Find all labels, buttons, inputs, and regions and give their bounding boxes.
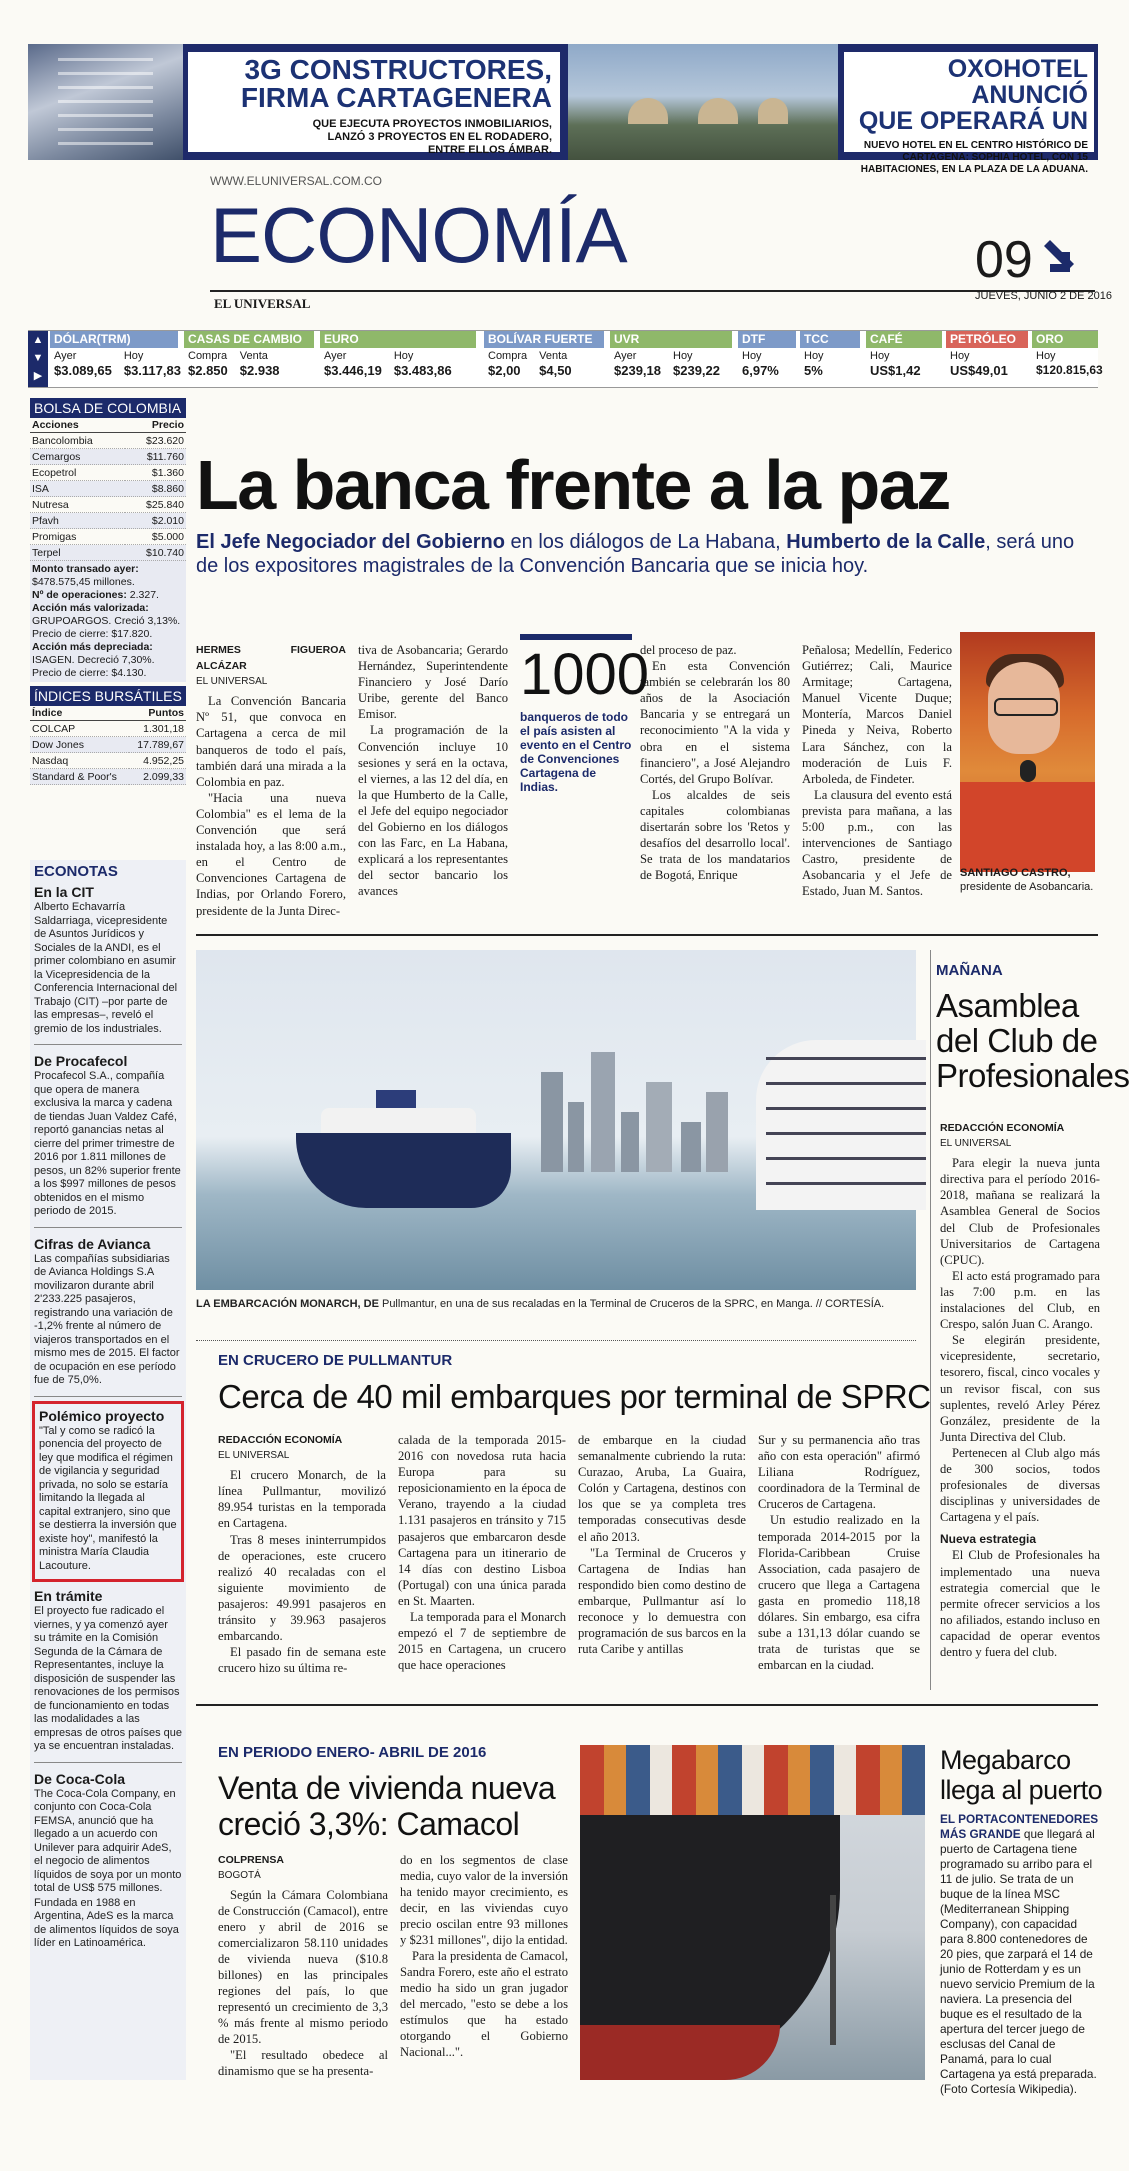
- table-row: [30, 433, 186, 449]
- housing-headline[interactable]: Venta de vivienda nueva creció 3,3%: Camacol: [218, 1770, 556, 1842]
- cruise-photo-caption: [196, 1298, 916, 1310]
- article-paragraph: El acto está programado para las 7:00 p.m. en las instalaciones del Club, en Crespo, salón Juan C. Arango.: [940, 1268, 1100, 1332]
- table-row: [30, 481, 186, 497]
- ticker-value: US$49,01: [950, 363, 1008, 378]
- ticker-col-label: Ayer: [614, 350, 637, 362]
- market-ticker: [28, 330, 1103, 388]
- econota-heading: Cifras de Avianca: [34, 1235, 151, 1252]
- top-banner: [28, 44, 1098, 175]
- ticker-tcc: [800, 331, 860, 387]
- ticker-col-label: Hoy: [870, 350, 890, 362]
- article-paragraph: calada de la temporada 2015-2016 con novedosa ruta hacia Europa para su reposicionamiento en la época de Verano, trayendo a la ciudad 1.131 pasajeros en tránsito y 715 pasajeros que embarcaron desde Cartagena para un itinerario de 14 días con destino Lisboa (Portugal) con una única parada en St. Maarten.: [398, 1433, 566, 1608]
- caption-lead: LA EMBARCACIÓN MONARCH, DE: [196, 1298, 379, 1310]
- photo-caption: [960, 866, 1100, 894]
- masthead-brand: EL UNIVERSAL: [214, 296, 311, 311]
- market-summary-value: Precio de cierre: $17.820.: [32, 628, 153, 640]
- ticker-dtf: [738, 331, 796, 387]
- article-paragraph: Pertenecen al Club algo más de 300 socios, todos profesionales de diversas disciplinas y universidades de Cartagena y el país.: [940, 1445, 1100, 1525]
- table-row: [30, 753, 186, 769]
- article-paragraph: Para la presidenta de Camacol, Sandra Forero, este año el estrato medio ha sido un gran jugador del mercado, "esto se debe a los estímulos que ha estado otorgando el Gobierno Nacional...".: [400, 1949, 568, 2059]
- index-value: 1.301,18: [129, 721, 186, 737]
- main-deck: [196, 530, 1076, 578]
- ticker-label: CAFÉ: [866, 331, 942, 348]
- stock-price: $5.000: [125, 529, 186, 545]
- econota-text: Fundada en 1988 en Argentina, AdeS es la marca de alimentos líquidos de soya líder en Latinoamérica.: [34, 1896, 179, 1949]
- article-paragraph: "El resultado obedece al dinamismo que se ha presenta-: [218, 2048, 388, 2078]
- section-title: ECONOMÍA: [210, 191, 627, 279]
- page-number: 09: [975, 231, 1033, 289]
- arrow-down-icon: ▼: [32, 352, 44, 364]
- econota-text: Alberto Echavarría Saldarriaga, vicepresidente de Asuntos Jurídicos y Sociales de la ANDI, es el primer colombiano en asumir la Vicepresidencia de la Conferencia Internacional del Trabajo (CIT) –por parte de las empresas–, reveló el gremio de los industriales.: [34, 901, 178, 1035]
- stock-name: Promigas: [30, 529, 125, 545]
- article-paragraph: Los alcaldes de seis capitales colombianas disertarán sobre los 'Retos y desafíos del desarrollo local'. Se trata de los mandatarios de Bogotá, Enrique: [640, 787, 790, 883]
- table-row: [30, 545, 186, 561]
- article-paragraph: La temporada para el Monarch empezó el 7 de septiembre de 2015 en Cartagena, un crucero que hace operaciones: [398, 1610, 566, 1673]
- stock-name: Nutresa: [30, 497, 125, 513]
- ticker-value: $3.117,83: [123, 363, 181, 378]
- econotas-title: ECONOTAS: [34, 863, 118, 880]
- indices-panel-title: ÍNDICES BURSÁTILES: [30, 686, 186, 706]
- banner-left-sub-1: QUE EJECUTA PROYECTOS INMOBILIARIOS,: [312, 118, 552, 130]
- econota-heading: De Procafecol: [34, 1053, 128, 1069]
- econota-text: The Coca-Cola Company, en conjunto con Coca-Cola FEMSA, anunció que ha llegado a un acuerdo con Unilever para adquirir AdeS, el negocio de alimentos líquidos de soya por un monto total de US$ 575 millones.: [34, 1787, 182, 1894]
- stock-price: $2.010: [125, 513, 186, 529]
- ticker-col-label: Venta: [239, 350, 268, 362]
- article-paragraph: del proceso de paz.: [640, 643, 737, 657]
- stocks-panel: [30, 398, 186, 785]
- article-paragraph: Sur y su permanencia año tras año con esta operación" afirmó Liliana Rodríguez, coordinadora de la Terminal de Cruceros de Cartagena.: [758, 1433, 920, 1512]
- article-paragraph: do en los segmentos de clase media, cuyo valor de la inversión ha tenido mayor crecimiento, es decir, en las viviendas cuyo precio oscilan entre 93 millones y $231 millones", dijo la entidad.: [400, 1853, 568, 1947]
- byline-sub: EL UNIVERSAL: [196, 676, 268, 688]
- article-paragraph: Según la Cámara Colombiana de Construcción (Camacol), entre enero y abril de 2016 se comercializaron 58.110 unidades de vivienda nueva ($10.8 billones) en las principales regiones del país, lo que representó un crecimiento de 3,3 % más frente al mismo periodo de 2015.: [218, 1888, 388, 2046]
- banner-right-teaser[interactable]: [844, 52, 1094, 175]
- ticker-label: TCC: [800, 331, 860, 348]
- index-name: Standard & Poor's: [30, 769, 129, 785]
- article-column: [400, 1852, 568, 2060]
- banner-right-sub-3: HABITACIONES, EN LA PLAZA DE LA ADUANA.: [860, 164, 1088, 175]
- ticker-euro: [320, 331, 476, 387]
- ticker-oro: [1032, 331, 1103, 387]
- byline: HERMES FIGUEROA ALCÁZAR: [196, 644, 346, 673]
- stocks-panel-title: BOLSA DE COLOMBIA: [30, 398, 186, 418]
- econota-heading: En trámite: [34, 1588, 103, 1604]
- article-column: [218, 1432, 386, 1676]
- deck-text: en los diálogos de La Habana,: [504, 531, 787, 553]
- stock-price: $11.760: [125, 449, 186, 465]
- index-value: 4.952,25: [129, 753, 186, 769]
- ticker-label: DÓLAR(TRM): [50, 331, 178, 348]
- article-column: [758, 1432, 920, 1673]
- cruise-headline[interactable]: Cerca de 40 mil embarques por terminal de SPRC: [218, 1378, 931, 1415]
- ticker-cafe: [866, 331, 942, 387]
- market-summary-value: $478.575,45 millones.: [32, 576, 135, 588]
- article-paragraph: Se elegirán presidente, vicepresidente, secretario, tesorero, fiscal, cinco vocales y un revisor fiscal, con sus suplentes, reveló Arley Pérez González, presidente de la Junta Directiva del Club.: [940, 1333, 1100, 1444]
- table-row: [30, 529, 186, 545]
- stock-price: $8.860: [125, 481, 186, 497]
- market-summary-value: GRUPOARGOS. Creció 3,13%.: [32, 615, 181, 627]
- table-row: [30, 513, 186, 529]
- ticker-label: PETRÓLEO: [946, 331, 1028, 348]
- market-summary-line: [30, 563, 186, 576]
- megabarco-body: que llegará al puerto de Cartagena tiene programado su arribo para el 11 de julio. Se trata de un buque de la línea MSC (Mediterranean Shipping Company), con capacidad para 8.800 contenedores de 20 pies, que zarpará el 14 de junio de Rotterdam y es un nuevo servicio Premium de la naviera. La presencia del buque es el resultado de la apertura del tercer juego de esclusas del Canal de Panamá, para lo cual Cartagena ya está preparada. (Foto Cortesía Wikipedia).: [940, 1827, 1097, 2096]
- market-summary-label: Nº de operaciones:: [32, 589, 127, 601]
- index-name: Nasdaq: [30, 753, 129, 769]
- ticker-dolar: [50, 331, 181, 387]
- ticker-value: $3.089,65: [54, 363, 112, 378]
- ticker-col-label: Ayer: [324, 350, 347, 362]
- stat-number: 1000: [520, 642, 650, 707]
- article-paragraph: de embarque en la ciudad semanalmente cubriendo la ruta: Curazao, Aruba, La Guaira, Colón y Cartagena, destinos con los que se ya completa tres temporadas consecutivas desde el año 2013.: [578, 1433, 746, 1544]
- market-summary-label: Acción más depreciada:: [32, 641, 153, 653]
- ticker-col-label: Ayer: [54, 350, 77, 362]
- divider: [196, 1340, 916, 1341]
- banner-cartagena-photo: [568, 44, 838, 160]
- subheading: Nueva estrategia: [940, 1532, 1037, 1547]
- market-summary-label: Acción más valorizada:: [32, 602, 149, 614]
- table-row: [30, 465, 186, 481]
- ticker-label: CASAS DE CAMBIO: [184, 331, 314, 348]
- econota-text: Las compañías subsidiarias de Avianca Holdings S.A movilizaron durante abril 2'233.225 pasajeros, registrando una variación de -1,2% frente al número de viajeros transportados en el mismo mes de 2015. El factor de ocupación en ese período fue de 75,0%.: [34, 1252, 180, 1386]
- article-column: [578, 1432, 746, 1657]
- ticker-label: ORO: [1032, 331, 1098, 348]
- market-summary-line: [30, 641, 186, 654]
- cruise-kicker: EN CRUCERO DE PULLMANTUR: [218, 1352, 453, 1369]
- table-row: [30, 737, 186, 753]
- ticker-col-label: Hoy: [393, 350, 414, 362]
- ticker-value: $2.938: [239, 363, 280, 378]
- page-date: JUEVES, JUNIO 2 DE 2016: [975, 290, 1112, 302]
- market-summary-line: [30, 589, 186, 602]
- banner-right-title-1: OXOHOTEL ANUNCIÓ: [947, 55, 1088, 109]
- article-paragraph: "La Terminal de Cruceros y Cartagena de Indias han respondido bien como destino de embarque, Pullmantur así lo reconoce y lo demuestra con programación de sus barcos en la ruta Caribe y antillas: [578, 1545, 746, 1657]
- index-value: 2.099,33: [129, 769, 186, 785]
- ticker-col-label: Hoy: [673, 350, 693, 362]
- ticker-value: $120.815,63: [1036, 363, 1103, 377]
- stocks-col-header: Acciones: [30, 418, 125, 433]
- banner-left-title-2: FIRMA CARTAGENERA: [240, 82, 552, 113]
- indices-table: [30, 706, 186, 785]
- ticker-value: 5%: [804, 363, 823, 378]
- article-paragraph: El Club de Profesionales ha implementado una nueva estrategia comercial que le permite ofrecer servicios a los no afiliados, estando incluso en capacidad de operar eventos dentro y fuera del club.: [940, 1548, 1100, 1659]
- article-paragraph: Tras 8 meses ininterrumpidos de operaciones, este crucero realizó 40 recaladas con el siguiente movimiento de pasajeros: 49.991 pasajeros en tránsito y 39.963 pasajeros embarcando.: [218, 1532, 386, 1644]
- ticker-value: $3.446,19: [324, 363, 382, 378]
- cruise-ship-photo: [196, 950, 916, 1290]
- ticker-petroleo: [946, 331, 1028, 387]
- banner-building-photo: [28, 44, 183, 160]
- ticker-bolivar: [484, 331, 604, 387]
- table-row: [30, 721, 186, 737]
- article-paragraph: "Hacia una nueva Colombia" es el lema de la Convención que será instalada hoy, a las 8:00 a.m., en el Centro de Convenciones Cartagena de Indias, por Orlando Forero, presidente de la Junta Direc-: [196, 790, 346, 918]
- market-summary-value: ISAGEN. Decreció 7,30%.: [32, 654, 155, 666]
- market-summary-value: Precio de cierre: $4.130.: [32, 667, 147, 679]
- arrow-up-icon: ▲: [32, 334, 44, 346]
- stock-price: $10.740: [125, 545, 186, 561]
- econota-heading: De Coca-Cola: [34, 1770, 126, 1787]
- ticker-label: DTF: [738, 331, 796, 348]
- article-paragraph: La programación de la Convención incluye 10 sesiones y será en la octava, el viernes, a las 12 del día, en la que Humberto de la Calle, el Jefe del equipo negociador del Gobierno en los diálogos con las Farc, en La Habana, explicará a los representantes del sector bancario los avances: [358, 723, 508, 899]
- megabarco-lead: EL PORTACONTENEDORES MÁS GRANDE: [940, 1812, 1099, 1841]
- ticker-casas-de-cambio: [184, 331, 314, 387]
- banner-right-sub-1: NUEVO HOTEL EN EL CENTRO HISTÓRICO DE: [863, 140, 1088, 151]
- ticker-value: $4,50: [539, 363, 572, 378]
- econotas-sidebar: [30, 860, 186, 2080]
- tomorrow-headline[interactable]: Asamblea del Club de Profesionales: [936, 987, 1129, 1094]
- stock-name: Pfavh: [30, 513, 125, 529]
- econota-text: "Tal y como se radicó la ponencia del proyecto de ley que modifica el régimen de vigilancia y seguridad privada, no solo se estaría limitando la llegada al capital extranjero, sino que se destierra la inversión que existe hoy", manifestó la ministra María Claudia Lacouture.: [39, 1424, 177, 1572]
- section-divider: [196, 1704, 1098, 1706]
- megabarco-text: [940, 1812, 1102, 2097]
- byline-sub: BOGOTÁ: [218, 1870, 261, 1881]
- deck-text: , será uno de los expositores magistrales de la Convención Bancaria que se inicia hoy.: [196, 531, 1075, 577]
- econota-text: El proyecto fue radicado el viernes, y ya comenzó ayer su trámite en la Comisión Segunda de la Cámara de Representantes, incluye la disposición de suspender las renovaciones de los permisos de funcionamiento en todas las modalidades a las empresas de otros países que ya se encuentran instaladas.: [34, 1605, 182, 1752]
- ticker-col-label: Hoy: [1036, 350, 1056, 362]
- ticker-label: EURO: [320, 331, 476, 348]
- index-value: 17.789,67: [129, 737, 186, 753]
- market-summary-value: 2.327.: [129, 589, 159, 601]
- article-column: [358, 642, 508, 900]
- ticker-value: $3.483,86: [393, 363, 452, 378]
- article-paragraph: El pasado fin de semana este crucero hizo su última re-: [218, 1645, 386, 1676]
- stocks-col-header: Precio: [125, 418, 186, 433]
- econota-heading: Polémico proyecto: [39, 1407, 165, 1424]
- site-url[interactable]: WWW.ELUNIVERSAL.COM.CO: [210, 174, 383, 188]
- article-paragraph: tiva de Asobancaria; Gerardo Hernández, Superintendente Financiero y José Darío Uribe, gerente del Banco Emisor.: [358, 643, 508, 722]
- banner-left-title-1: 3G CONSTRUCTORES,: [244, 54, 552, 85]
- article-paragraph: En esta Convención también se celebrarán los 80 años de la Asociación Bancaria y se entregará un reconocimiento "A la vida y obra en el sistema financiero", a José Alejandro Cortés, del Grupo Bolívar.: [640, 659, 790, 786]
- tomorrow-kicker: MAÑANA: [936, 962, 1003, 979]
- highlighted-note-box: [32, 1401, 184, 1583]
- article-paragraph: El crucero Monarch, de la línea Pullmantur, movilizó 89.954 turistas en la temporada en Cartagena.: [218, 1468, 386, 1531]
- stock-price: $23.620: [125, 433, 186, 449]
- banner-left-sub-3: ENTRE ELLOS ÁMBAR.: [427, 144, 552, 156]
- stock-name: Cemargos: [30, 449, 125, 465]
- stat-callout: [520, 634, 650, 794]
- table-row: [30, 449, 186, 465]
- ticker-col-label: Hoy: [123, 350, 144, 362]
- caption-text: presidente de Asobancaria.: [960, 881, 1094, 893]
- ticker-label: UVR: [610, 331, 732, 348]
- arrow-equal-icon: ▶: [33, 370, 43, 382]
- econota-heading: En la CIT: [34, 884, 94, 900]
- ticker-value: US$1,42: [870, 363, 921, 378]
- section-divider: [196, 934, 1098, 936]
- article-column: [398, 1432, 566, 1673]
- ticker-value: $239,18: [614, 363, 661, 378]
- ticker-col-label: Hoy: [950, 350, 970, 362]
- byline: REDACCIÓN ECONOMÍA: [940, 1122, 1065, 1134]
- ticker-col-label: Hoy: [742, 350, 762, 362]
- article-paragraph: Para elegir la nueva junta directiva para el período 2016-2018, mañana se realizará la Asamblea General de Socios del Club de Profesionales Universitarios de Cartagena (CPUC).: [940, 1156, 1100, 1267]
- byline: REDACCIÓN ECONOMÍA: [218, 1434, 343, 1446]
- ticker-col-label: Compra: [188, 350, 228, 362]
- stock-price: $25.840: [125, 497, 186, 513]
- banner-left-sub-2: LANZÓ 3 PROYECTOS EN EL RODADERO,: [327, 131, 552, 143]
- santiago-castro-photo: [960, 632, 1095, 864]
- indices-col-header: Puntos: [129, 706, 186, 721]
- article-column: [640, 642, 790, 883]
- stock-name: Terpel: [30, 545, 125, 561]
- stock-name: Ecopetrol: [30, 465, 125, 481]
- ticker-value: $239,22: [673, 363, 720, 378]
- deck-bold: El Jefe Negociador del Gobierno: [196, 531, 505, 553]
- ticker-value: $2,00: [488, 363, 521, 378]
- megabarco-headline[interactable]: Megabarco llega al puerto: [940, 1745, 1103, 1805]
- byline: COLPRENSA: [218, 1854, 284, 1866]
- banner-right-sub-2: CARTAGENA: SOPHIA HOTEL, CON 15: [902, 152, 1088, 163]
- column-divider: [930, 950, 931, 1690]
- article-column: [196, 642, 346, 919]
- main-headline[interactable]: La banca frente a la paz: [196, 446, 950, 524]
- index-name: COLCAP: [30, 721, 129, 737]
- ticker-col-label: Compra: [488, 350, 528, 362]
- container-ship-photo: [580, 1745, 925, 2080]
- market-summary-label: Monto transado ayer:: [32, 563, 139, 575]
- stock-name: ISA: [30, 481, 125, 497]
- econota-text: Procafecol S.A., compañía que opera de manera exclusiva la marca y cadena de tiendas Juan Valdez Café, reportó ganancias netas al cierre del primer trimestre de 2016 por 1.811 millones de pesos, un 82% superior frente a los $997 millones de pesos obtenidos en el mismo periodo de 2015.: [34, 1070, 181, 1217]
- stocks-table: [30, 418, 186, 561]
- banner-right-title-2: QUE OPERARÁ UN: [858, 107, 1088, 135]
- indices-col-header: Índice: [30, 706, 129, 721]
- housing-kicker: EN PERIODO ENERO- ABRIL DE 2016: [218, 1744, 487, 1761]
- table-row: [30, 769, 186, 785]
- ticker-uvr: [610, 331, 732, 387]
- header-divider: [210, 290, 1095, 292]
- ticker-arrows: [28, 331, 48, 387]
- article-paragraph: La clausura del evento está prevista para mañana, a las 5:00 p.m., con las intervenciones de Santiago Castro, presidente de Asobancaria y el Jefe de Estado, Juan M. Santos.: [802, 787, 952, 899]
- caption-name: SANTIAGO CASTRO,: [960, 867, 1071, 879]
- ticker-label: BOLÍVAR FUERTE: [484, 331, 604, 348]
- article-column: [218, 1852, 388, 2079]
- byline-sub: EL UNIVERSAL: [218, 1450, 290, 1462]
- article-paragraph: Un estudio realizado en la temporada 2014-2015 por la Florida-Caribbean Cruise Association, cada pasajero de crucero que llega a Cartagena gasta en promedio 118,18 dólares. Sin embargo, esa cifra sube a 131,13 dólar cuando se trata de turistas que se embarcan en la ciudad.: [758, 1513, 920, 1673]
- ticker-col-label: Hoy: [804, 350, 824, 362]
- arrow-down-right-icon: [1040, 240, 1080, 280]
- banner-left-teaser[interactable]: [188, 52, 560, 156]
- stat-caption: banqueros de todo el país asisten al evento en el Centro de Convenciones Cartagena de Indias.: [520, 710, 632, 794]
- market-summary-line: [30, 602, 186, 615]
- ticker-col-label: Venta: [539, 350, 568, 362]
- byline-sub: EL UNIVERSAL: [940, 1138, 1012, 1150]
- caption-text: Pullmantur, en una de sus recaladas en la Terminal de Cruceros de la SPRC, en Manga. // CORTESÍA.: [378, 1298, 885, 1310]
- table-row: [30, 497, 186, 513]
- stock-name: Bancolombia: [30, 433, 125, 449]
- article-column: [940, 1120, 1100, 1660]
- stock-price: $1.360: [125, 465, 186, 481]
- article-paragraph: La Convención Bancaria Nº 51, que convoca en Cartagena a cerca de mil banqueros de todo el país, también dará una mirada a la Colombia en paz.: [196, 694, 346, 789]
- ticker-value: $2.850: [188, 363, 228, 378]
- deck-bold: Humberto de la Calle: [786, 531, 986, 553]
- ticker-value: 6,97%: [742, 363, 779, 378]
- article-paragraph: Peñalosa; Medellín, Federico Gutiérrez; Cali, Maurice Armitage; Cartagena, Manuel Vicente Duque; Montería, Marcos Daniel Pineda y Neiva, Roberto Lara Sánchez, con la moderación de Luis F. Arboleda, de Findeter.: [802, 643, 952, 786]
- article-column: [802, 642, 952, 900]
- index-name: Dow Jones: [30, 737, 129, 753]
